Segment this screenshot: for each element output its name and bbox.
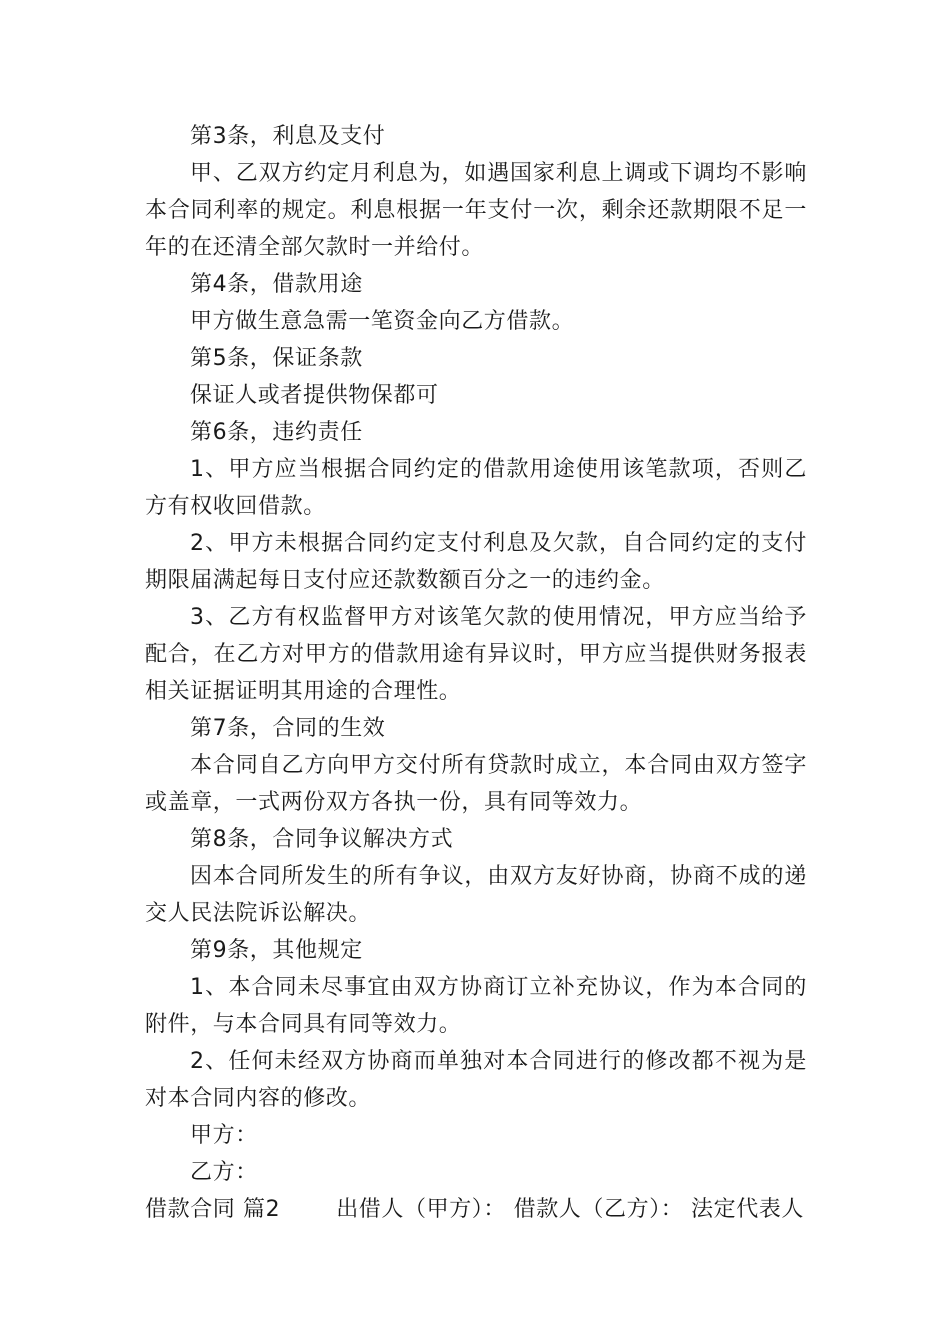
article-8-heading: 第8条，合同争议解决方式 [190,827,454,852]
signature-party-a: 甲方： [190,1123,258,1148]
article-5-text: 保证人或者提供物保都可 [190,383,439,408]
article-7-text: 本合同自乙方向甲方交付所有贷款时成立，本合同由双方签字或盖章，一式两份双方各执一份，具有同等效力。 [145,753,807,815]
next-contract-line [145,1191,807,1228]
document-body [145,118,807,1228]
article-6-clause-2: 2、甲方未根据合同约定支付利息及欠款，自合同约定的支付期限届满起每日支付应还款数额百分之一的违约金。 [145,531,807,593]
article-7-heading: 第7条，合同的生效 [190,716,386,741]
article-9-clause-1: 1、本合同未尽事宜由双方协商订立补充协议，作为本合同的附件，与本合同具有同等效力。 [145,975,807,1037]
article-6-clause-3: 3、乙方有权监督甲方对该笔欠款的使用情况，甲方应当给予配合，在乙方对甲方的借款用途有异议时，甲方应当提供财务报表相关证据证明其用途的合理性。 [145,605,807,704]
article-9-clause-2: 2、任何未经双方协商而单独对本合同进行的修改都不视为是对本合同内容的修改。 [145,1049,807,1111]
article-4-text: 甲方做生意急需一笔资金向乙方借款。 [190,309,575,334]
article-6-heading: 第6条，违约责任 [190,420,363,445]
article-3-heading: 第3条，利息及支付 [190,124,386,149]
article-6-clause-1: 1、甲方应当根据合同约定的借款用途使用该笔款项，否则乙方有权收回借款。 [145,457,807,519]
article-5-heading: 第5条，保证条款 [190,346,363,371]
next-contract-parties: 出借人（甲方）： 借款人（乙方）： 法定代表人 [336,1197,804,1222]
article-8-text: 因本合同所发生的所有争议，由双方友好协商，协商不成的递交人民法院诉讼解决。 [145,864,807,926]
signature-party-b: 乙方： [190,1160,258,1185]
next-contract-heading: 借款合同 篇2 [145,1197,281,1222]
article-3-text: 甲、乙双方约定月利息为，如遇国家利息上调或下调均不影响本合同利率的规定。利息根据一年支付一次，剩余还款期限不足一年的在还清全部欠款时一并给付。 [145,161,807,260]
article-9-heading: 第9条，其他规定 [190,938,363,963]
article-4-heading: 第4条，借款用途 [190,272,363,297]
